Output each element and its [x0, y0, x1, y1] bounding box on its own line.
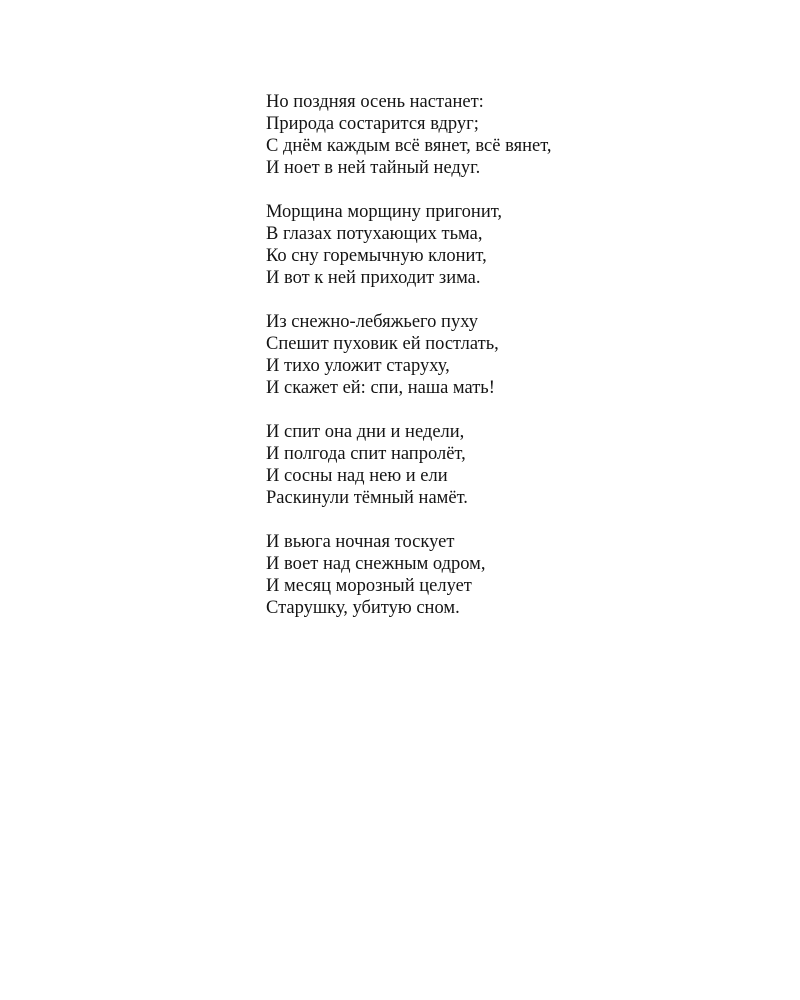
poem-line: И скажет ей: спи, наша мать! [266, 378, 495, 398]
poem-line: Раскинули тёмный намёт. [266, 488, 468, 508]
poem-line: И ноет в ней тайный недуг. [266, 158, 481, 178]
poem-line: И тихо уложит старуху, [266, 356, 450, 376]
poem-line: Морщина морщину пригонит, [266, 202, 503, 222]
poem-line: Но поздняя осень настанет: [266, 92, 484, 112]
poem-line: Старушку, убитую сном. [266, 598, 460, 618]
poem-line: И месяц морозный целует [266, 576, 472, 596]
poem-line: В глазах потухающих тьма, [266, 224, 483, 244]
poem-line: Спешит пуховик ей постлать, [266, 334, 499, 354]
poem-line: И полгода спит напролёт, [266, 444, 466, 464]
poem-line: И вот к ней приходит зима. [266, 268, 481, 288]
poem-text [266, 91, 786, 641]
poem-line: Природа состарится вдруг; [266, 114, 479, 134]
poem-line: Ко сну горемычную клонит, [266, 246, 487, 266]
stanza-3 [266, 311, 786, 399]
stanza-1 [266, 91, 786, 179]
poem-line: С днём каждым всё вянет, всё вянет, [266, 136, 552, 156]
stanza-4 [266, 421, 786, 509]
poem-line: И спит она дни и недели, [266, 422, 465, 442]
poem-line: Из снежно-лебяжьего пуху [266, 312, 478, 332]
poem-line: И воет над снежным одром, [266, 554, 486, 574]
poem-line: И вьюга ночная тоскует [266, 532, 455, 552]
poem-line: И сосны над нею и ели [266, 466, 448, 486]
stanza-5 [266, 531, 786, 619]
stanza-2 [266, 201, 786, 289]
